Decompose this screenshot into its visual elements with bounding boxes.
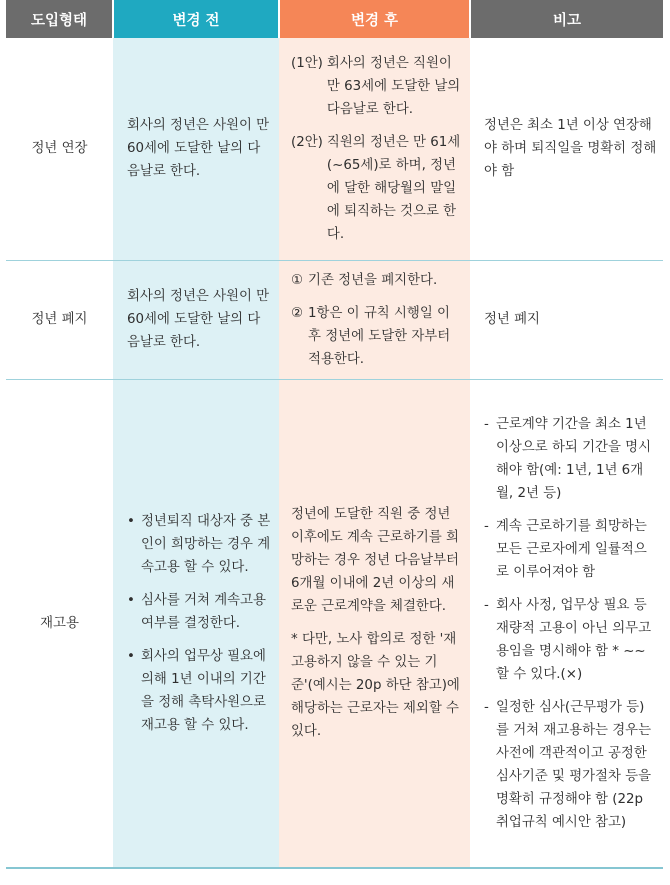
header-type: 도입형태 <box>6 0 113 38</box>
before-text: 회사의 정년은 사원이 만 60세에 도달한 날의 다음날로 한다. <box>127 118 270 180</box>
row-type-cell: 정년 폐지 <box>6 260 113 379</box>
header-after: 변경 후 <box>279 0 470 38</box>
item-marker: ② <box>291 305 304 321</box>
after-main-text: 정년에 도달한 직원 중 정년 이후에도 계속 근로하기를 희망하는 경우 정년 다음날부터 6개월 이내에 2년 이상의 새로운 근로계약을 체결한다. <box>291 507 459 615</box>
list-item-text: 회사의 업무상 필요에 의해 1년 이내의 기간을 정해 촉탁사원으로 재고용 할 수 있다. <box>141 648 266 733</box>
note-cell <box>470 379 663 868</box>
table-row-reemployment <box>6 379 663 868</box>
table-row-retirement-extension <box>6 38 663 260</box>
list-item-text: 일정한 심사(근무평가 등)를 거쳐 재고용하는 경우는 사전에 객관적이고 공정한 심사기준 및 평가절차 등을 명확히 규정해야 함 (22p 취업규칙 예시안 참고) <box>496 699 652 830</box>
before-cell <box>113 260 279 379</box>
dash-marker: - <box>484 597 489 613</box>
item-marker: (1안) <box>291 55 323 71</box>
list-item-text: 심사를 거쳐 계속고용 여부를 결정한다. <box>141 592 266 631</box>
bullet-dot: • <box>127 648 135 664</box>
header-note: 비고 <box>470 0 663 38</box>
after-cell <box>279 260 470 379</box>
list-item <box>127 645 271 737</box>
list-item <box>127 510 271 579</box>
list-item-text: 정년퇴직 대상자 중 본인이 희망하는 경우 계속고용 할 수 있다. <box>141 513 271 575</box>
list-item <box>484 413 657 505</box>
after-cell <box>279 38 470 260</box>
item-text: 기존 정년을 폐지한다. <box>308 272 438 288</box>
bullet-dot: • <box>127 592 135 608</box>
row-type-cell: 정년 연장 <box>6 38 113 260</box>
list-item-text: 근로계약 기간을 최소 1년 이상으로 하되 기간을 명시해야 함(예: 1년, 1년 6개월, 2년 등) <box>496 416 652 501</box>
list-item <box>127 589 271 635</box>
before-cell <box>113 379 279 868</box>
bullet-dot: • <box>127 513 135 529</box>
note-text: 정년 폐지 <box>484 312 540 327</box>
list-item <box>484 515 657 584</box>
item-text: 직원의 정년은 만 61세(~65세)로 하며, 정년에 달한 해당월의 말일에 퇴직하는 것으로 한다. <box>326 134 461 242</box>
after-item <box>291 52 462 121</box>
item-marker: (2안) <box>291 134 323 150</box>
note-cell <box>470 38 663 260</box>
dash-marker: - <box>484 518 489 534</box>
header-before: 변경 전 <box>113 0 279 38</box>
after-item <box>291 302 462 371</box>
dash-marker: - <box>484 699 489 715</box>
after-item <box>291 131 462 246</box>
note-cell <box>470 260 663 379</box>
note-text: 정년은 최소 1년 이상 연장해야 하며 퇴직일을 명확히 정해야 함 <box>484 118 657 180</box>
item-text: 1항은 이 규칙 시행일 이후 정년에 도달한 자부터 적용한다. <box>308 305 451 367</box>
before-cell <box>113 38 279 260</box>
item-marker: ① <box>291 272 304 288</box>
list-item-text: 회사 사정, 업무상 필요 등 재량적 고용이 아닌 의무고용임을 명시해야 함 * ~~ 할 수 있다.(×) <box>496 597 652 682</box>
before-text: 회사의 정년은 사원이 만 60세에 도달한 날의 다음날로 한다. <box>127 289 270 350</box>
after-cell <box>279 379 470 868</box>
list-item <box>484 594 657 686</box>
after-item <box>291 269 462 292</box>
row-type-cell: 재고용 <box>6 379 113 868</box>
comparison-table <box>6 0 663 869</box>
table-row-retirement-abolition <box>6 260 663 379</box>
header-row <box>6 0 663 38</box>
after-footnote: * 다만, 노사 합의로 정한 '재고용하지 않을 수 있는 기준'(예시는 20p 하단 참고)에 해당하는 근로자는 제외할 수 있다. <box>291 632 460 740</box>
list-item <box>484 696 657 834</box>
list-item-text: 계속 근로하기를 희망하는 모든 근로자에게 일률적으로 이루어져야 함 <box>496 518 647 580</box>
item-text: 회사의 정년은 직원이 만 63세에 도달한 날의 다음날로 한다. <box>326 55 461 117</box>
dash-marker: - <box>484 416 489 432</box>
